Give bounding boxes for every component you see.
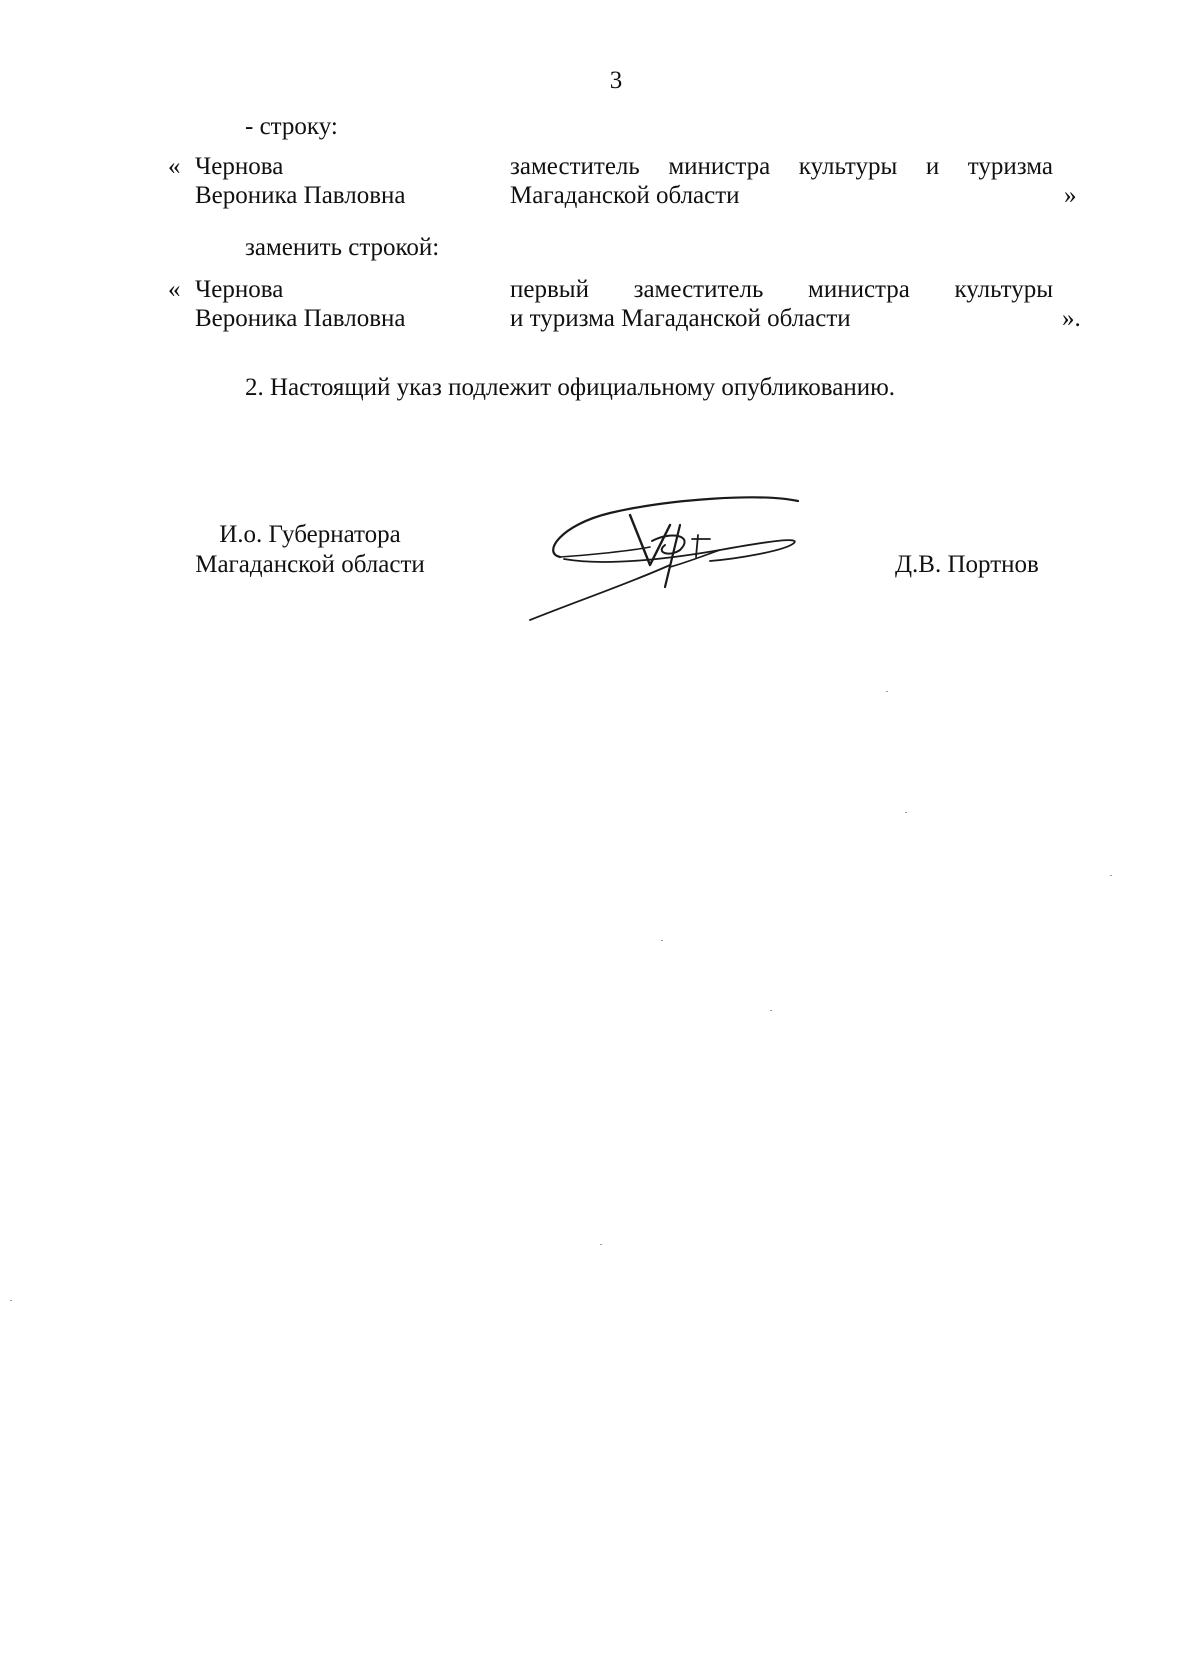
- position-line-2: и туризма Магаданской области: [510, 305, 851, 332]
- signer-name: Д.В. Портнов: [895, 551, 1039, 578]
- opening-quote: «: [168, 153, 181, 180]
- scan-speck: [1110, 875, 1112, 876]
- scan-speck: [770, 1010, 772, 1011]
- lead-line: - строку:: [245, 113, 338, 140]
- signer-title-line-2: Магаданской области: [195, 551, 425, 578]
- handwritten-signature: [520, 495, 820, 645]
- person-surname: Чернова: [195, 153, 284, 180]
- scan-speck: [661, 940, 663, 941]
- signer-title-line-1: И.о. Губернатора: [219, 521, 401, 548]
- position-line-2: Магаданской области: [510, 182, 740, 209]
- scan-speck: [10, 1300, 12, 1301]
- position-line-1: первый заместитель министра культуры: [510, 276, 1053, 303]
- person-given-names: Вероника Павловна: [195, 182, 406, 209]
- scan-speck: [886, 691, 888, 692]
- replace-with-line: заменить строкой:: [245, 234, 440, 261]
- closing-quote: ».: [1062, 305, 1081, 332]
- scan-speck: [600, 1244, 602, 1245]
- person-given-names: Вероника Павловна: [195, 305, 406, 332]
- person-surname: Чернова: [195, 276, 284, 303]
- closing-quote: »: [1064, 182, 1077, 209]
- opening-quote: «: [168, 276, 181, 303]
- scan-speck: [905, 812, 907, 813]
- page-number: 3: [609, 67, 623, 94]
- position-line-1: заместитель министра культуры и туризма: [510, 153, 1053, 180]
- publication-clause: 2. Настоящий указ подлежит официальному опубликованию.: [245, 374, 896, 401]
